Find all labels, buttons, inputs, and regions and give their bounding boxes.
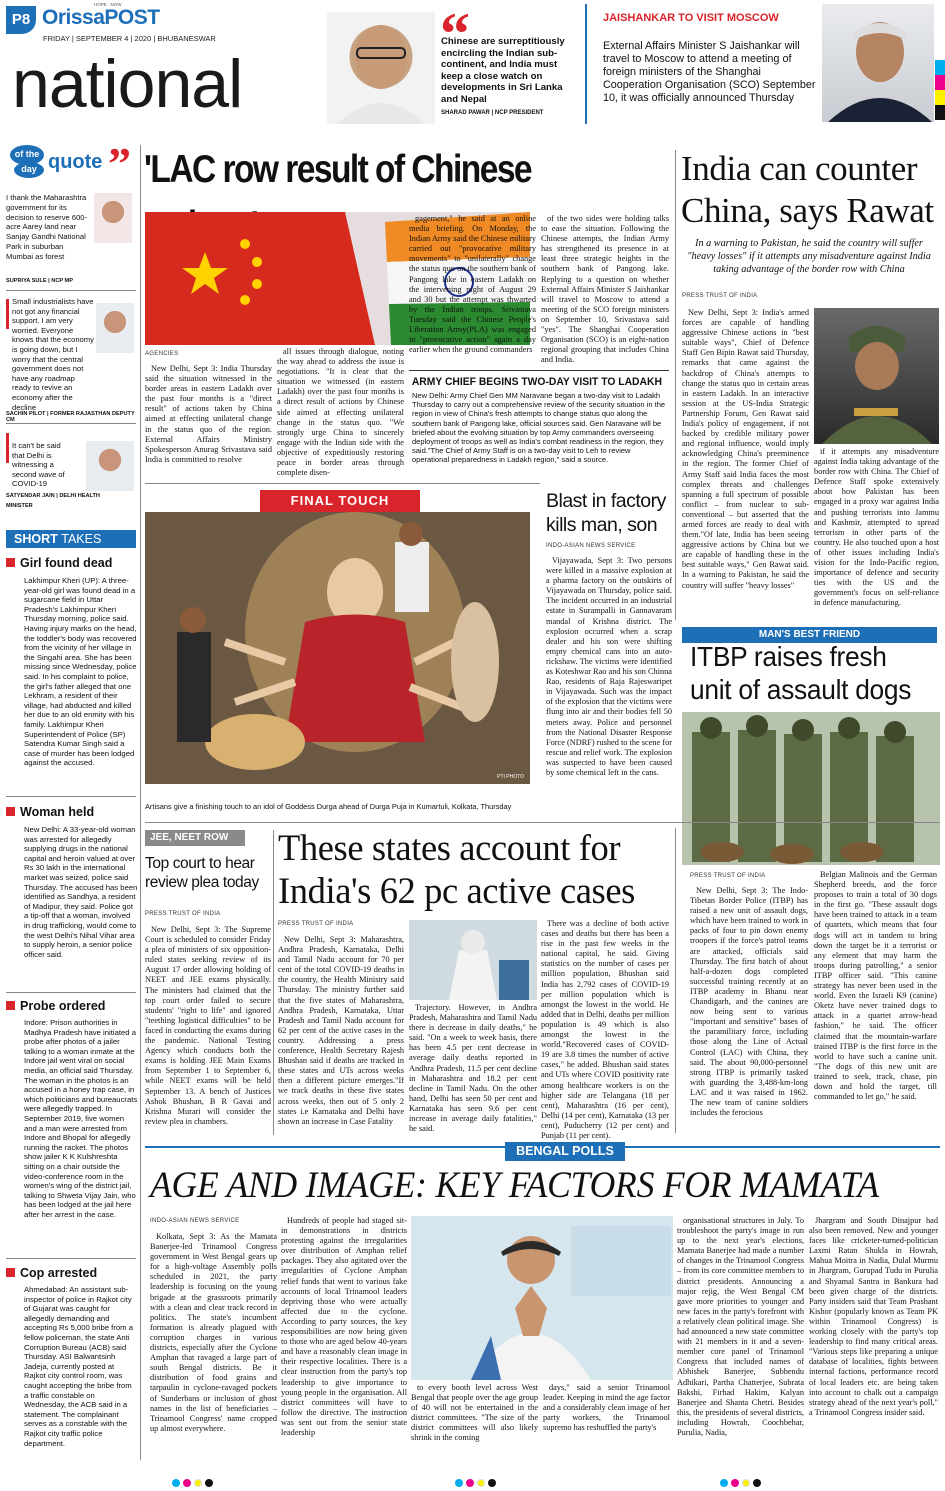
qotd-by-3: SATYENDAR JAIN | DELHI HEALTH MINISTER bbox=[6, 493, 100, 509]
health-worker-icon bbox=[409, 920, 537, 1000]
qotd-by-1: SUPRIYA SULE | NCP MP bbox=[6, 278, 73, 284]
qotd-bullet-2 bbox=[6, 433, 9, 463]
short-take-head-1 bbox=[6, 556, 112, 570]
rawat-credit: PRESS TRUST OF INDIA bbox=[682, 293, 758, 299]
page-number: P8 bbox=[6, 6, 36, 34]
jaishankar-photo bbox=[822, 4, 934, 122]
red-square-icon bbox=[6, 558, 15, 567]
states-photo bbox=[409, 920, 537, 1000]
mamata-portrait-icon bbox=[411, 1216, 673, 1380]
states-side-rule bbox=[675, 828, 676, 1133]
lac-col-1 bbox=[145, 364, 272, 474]
paper-tagline: HOPE . NOW bbox=[94, 2, 122, 7]
bengal-headline: AGE AND IMAGE: KEY FACTORS FOR MAMATA bbox=[150, 1165, 879, 1206]
qotd-text-1: I thank the Maharashtra government for its decision to reserve 600-acre Aarey land near Sanjay Gandhi National Park in suburban Mumbai as forest bbox=[6, 193, 88, 261]
qotd-label-a: of the bbox=[10, 145, 44, 165]
jee-credit: PRESS TRUST OF INDIA bbox=[145, 911, 221, 917]
short-takes-header bbox=[6, 530, 136, 548]
states-col-2-text: Trajectory. However, in Andhra Pradesh, Maharashtra and Tamil Nadu there is decrease in daily deaths," he said. "On a week to week basis, there has been 4.5 per cent decrease in average daily deaths reported in Andhra Pradesh, 11.5 per cent decline in Maharashtra and 18.2 per cent decline in Tamil Nadu. On the other hand, Delhi has seen 50 per cent and Karnataka has seen 9.6 per cent increase in average daily fatalities," he said. bbox=[409, 1003, 537, 1134]
jain-photo-icon bbox=[86, 441, 134, 491]
short-take-head-3 bbox=[6, 999, 105, 1013]
qotd-by-2: SACHIN PILOT | FORMER RAJASTHAN DEPUTY CM bbox=[6, 411, 135, 423]
army-chief-box bbox=[409, 370, 669, 476]
qotd-label-c: quote bbox=[48, 151, 103, 173]
jee-kicker: JEE, NEET ROW bbox=[145, 830, 245, 846]
blast-headline: Blast in factory kills man, son bbox=[546, 490, 666, 536]
cmyk-dots-2 bbox=[455, 1472, 499, 1491]
red-square-icon bbox=[6, 1001, 15, 1010]
bengal-col-1-text: Kolkata, Sept 3: As the Mamata Banerjee-led Trinamool Congress government in West Bengal gears up for a high-voltage Assembly polls scheduled in 2021, the party leadership is focusing on the young brigade at the grassroots primarily with a clean and clear track record in politics. The state's incumbent formation is already plagued with corruption charges in various districts, especially after the Cyclone Amphan that ravaged a large part of south Bengal districts. Be it distribution of food grains and tarpaulin in cyclone-ravaged pockets of Sunderbans or inclusion of ghost names in the list of beneficiaries – Trinamool Congress' name cropped up almost everywhere. bbox=[150, 1232, 277, 1433]
rawat-standfirst: In a warning to Pakistan, he said the country will suffer "heavy losses" if it attempts any misadventure against India taking advantage of the border row with China bbox=[687, 238, 931, 275]
section-title: national bbox=[12, 46, 243, 122]
qotd-text-3: It can't be said that Delhi is witnessing a second wave of COVID-19 bbox=[12, 441, 65, 489]
short-take-head-2 bbox=[6, 805, 94, 819]
cmyk-strip-right bbox=[935, 60, 945, 120]
pawar-attribution: SHARAD PAWAR | NCP PRESIDENT bbox=[441, 110, 544, 116]
blast-col bbox=[546, 556, 672, 818]
states-col-3-text: There was a decline of both active cases and deaths but there has been a rise in the past few weeks in the national capital, he said. Giving statistics on the number of cases per million population, Bhushan said India has 2,792 cases of COVID-19 per million population which is amongst the lowest in the world. He added that in Delhi, deaths per million population is 49 which is also amongst the lowest in the world."Recovered cases of COVID-19 are 3.8 times the number of active cases," he added. Bhushan said states and UTs where COVID positivity rate among healthcare workers is on the higher side are Telangana (18 per cent), Maharashtra (16 per cent), Delhi (14 per cent), Karnataka (13 per cent), Puducherry (12 per cent) and Punjab (11 per cent). bbox=[541, 919, 669, 1140]
durga-idol-icon bbox=[145, 512, 530, 784]
states-col-2 bbox=[409, 1003, 537, 1134]
jee-side-rule bbox=[273, 830, 274, 1135]
bengal-col-5 bbox=[677, 1216, 804, 1437]
jaishankar-title: JAISHANKAR TO VISIT MOSCOW bbox=[603, 12, 779, 24]
jee-col-text: New Delhi, Sept 3: The Supreme Court is scheduled to consider Friday a plea of ministers of six opposition-ruled states seeking review of its August 17 order allowing holding of NEET and JEE exams physically. The ministers had claimed that the top court order failed to secure students' "right to life" and ignored "teething logistical difficulties" to be faced in conducting the exams during the pandemic. National Testing Agency which conducts both the exams is holding JEE Main Exams from September 1 to September 6, while NEET exams will be held September 13. A bench of Justices Ashok Bhushan, B R Gavai and Krishna Murari will consider the review plea in chambers. bbox=[145, 925, 271, 1126]
bengal-kicker: BENGAL POLLS bbox=[505, 1142, 625, 1161]
supriya-photo-icon bbox=[94, 193, 132, 243]
qotd-rule-2 bbox=[6, 423, 136, 424]
bengal-col-4-text: days," said a senior Trinamool leader. Keeping in mind the age factor and a considerably clean image of her party workers, the Trinamool supremo has reshuffled the party's bbox=[543, 1383, 670, 1433]
short-take-rule-1 bbox=[6, 796, 136, 797]
registration-marks bbox=[0, 1470, 945, 1482]
qotd-quote-icon: ” bbox=[108, 138, 131, 189]
short-take-head-4-text: Cop arrested bbox=[20, 1266, 98, 1280]
durga-photo-credit: PTI PHOTO bbox=[497, 774, 524, 780]
lac-col-2-text: all issues through dialogue, noting the way ahead to address the issue is negotiations. "It is clear that the situation we witnessed (in eastern Ladakh) over the past four months is a direct result of actions by Chinese side aimed at effecting unilateral change in the status quo. "We strongly urge China to sincerely engage with the Indian side with the objective of expeditiously restoring peace in border areas through complete disen- bbox=[277, 347, 404, 478]
itbp-headline: ITBP raises fresh unit of assault dogs bbox=[690, 641, 912, 705]
army-chief-box-body: New Delhi: Army Chief Gen MM Naravane began a two-day visit to Ladakh Thursday to carry out a comprehensive review of the security situation in the region in view of China's fresh attempts to change status quo along the southern bank of Pangong lake, official sources said. Gen Naravane will be briefed about the evolving situation by top Army commanders overseeing deployment of troops as well as India's combat readiness in the region, they said."The Chief of Army Staff is on a two-day visit to Leh to review operational preparedness in Ladakh region," said a source. bbox=[412, 391, 666, 465]
final-touch-rule bbox=[145, 483, 540, 484]
bengal-col-3-text: to every booth level across West Bengal that people over the age group of 40 will not be entertained in the district committees. "The size of the district committees will also likely shrink in the coming bbox=[411, 1383, 538, 1443]
lac-col-2 bbox=[277, 347, 404, 478]
cmyk-dots-1 bbox=[172, 1472, 216, 1491]
left-column-rule bbox=[140, 145, 141, 1460]
bengal-col-1 bbox=[150, 1232, 277, 1432]
qotd-rule-1 bbox=[6, 290, 136, 291]
lac-col-3 bbox=[409, 214, 536, 367]
lac-headline: 'LAC row result of Chinese bbox=[144, 148, 532, 191]
short-take-body-3: Indore: Prison authorities in Madhya Pradesh have initiated a probe after photos of a jailer talking to a woman inmate at the Indore jail went viral on social media, an official said Thursday. The woman in the photos is an accused in a honey trap case, in which politicians and bureaucrats were allegedly trapped. In September 2019, five women and a man were arrested from Indore and Bhopal for allegedly running the racket. The photos show jailer K K Kulshreshta sitting on a chair outside the video-conference room in the women's wing of the district jail, talking to Shweta Vijay Jain, who has been lodged at the jail here after her arrest in the case. bbox=[24, 1018, 138, 1219]
itbp-col-1-text: New Delhi, Sept 3: The Indo-Tibetan Border Police (ITBP) has raised a new unit of assault dogs, which have been trained to work in packs of four to pin down enemy troopers if the force's patrol teams are attacked, officials said Thursday. The first batch of about half-a-dozen dogs completed successful training recently at an ITBP academy in Bhanu near Chandigarh, and the canines are now being sent to various "important and sensitive" bases of the paramilitary force, including those along the Line of Actual Control (LAC) with China, they said. The about 90,000-personnel strong ITBP is primarily tasked with guarding the 3,488-km-long LAC and it was raised in 1962. The new team of canine soldiers includes the ferocious bbox=[690, 886, 808, 1118]
masthead bbox=[6, 4, 326, 144]
short-take-head-4 bbox=[6, 1266, 97, 1280]
bengal-credit: INDO-ASIAN NEWS SERVICE bbox=[150, 1218, 240, 1224]
durga-photo bbox=[145, 512, 530, 784]
bengal-col-6-text: Jhargram and South Dinajpur had also been removed. New and younger faces like cricketer-turned-politician Laxmi Ratan Shukla in Howrah, Mahua Moitra in Nadia, Dulal Murmu in Jhargram, Gurupad Tudu in Purulia and Shyamal Santra in Bankura had been given charge of the districts. Party insiders said that Team Prashant Kishor (popularly known as Team PK within Trinamool Congress) is working closely with the party's top leadership to find many critical areas. "Various steps like preparing a unique database of localities, fights between internal factions, performance record of local leaders etc. are being taken into account to chalk out a campaign strategy ahead of the next year's poll," a Trinamool Congress insider said. bbox=[809, 1216, 938, 1417]
rawat-photo bbox=[814, 308, 939, 444]
bengal-col-4 bbox=[543, 1383, 670, 1433]
rawat-rule bbox=[675, 150, 676, 620]
durga-caption: Artisans give a finishing touch to an idol of Goddess Durga ahead of Durga Puja in Kumartuli, Kolkata, Thursday bbox=[145, 802, 512, 811]
jaishankar-body: External Affairs Minister S Jaishankar will travel to Moscow to attend a meeting of foreign ministers of the Shanghai Cooperation Organisation (SCO) September 10, it was officially announced Thursday bbox=[603, 40, 816, 104]
paper-name bbox=[42, 6, 160, 30]
bengal-col-6 bbox=[809, 1216, 938, 1432]
bengal-col-3 bbox=[411, 1383, 538, 1443]
mamata-photo bbox=[411, 1216, 673, 1380]
itbp-kicker: MAN'S BEST FRIEND bbox=[682, 627, 937, 643]
states-col-1 bbox=[278, 935, 404, 1131]
rawat-headline: India can counter China, says Rawat bbox=[681, 149, 934, 230]
final-touch-label: FINAL TOUCH bbox=[260, 490, 420, 512]
red-square-icon bbox=[6, 1268, 15, 1277]
bengal-col-2-text: Hundreds of people had staged sit-in demonstrations in districts protesting against the irregularities over distribution of Amphan relief packages. They also agitated over the irregularities of Cyclone Amphan relief funds that went to various fake accounts of local Trinamool leaders depriving those who were actually affected due to the cyclone. According to party sources, the key responsibilities are now being given to those who are aged below 40-years and have a reasonably clean image in their respective localities. There is a clear instruction from the party's top leadership to give importance to young people in the organisation. All district committees will have to follow the directive. The instruction was sent out from the senior state leadership bbox=[281, 1216, 407, 1437]
short-take-head-3-text: Probe ordered bbox=[20, 999, 106, 1013]
short-take-body-2: New Delhi: A 33-year-old woman was arrested for allegedly supplying drugs in the national capital and heroin valued at over Rs 30 lakh in the international market was seized, police said Thursday. The accused has been identified as Sandhya, a resident of Madipur, they said. Police got a tip-off that a woman, involved in drug trafficking, would come to the west Delhi's Nihal Vihar area to supply heroin, a senior police officer said. bbox=[24, 825, 138, 959]
short-take-rule-3 bbox=[6, 1258, 136, 1259]
lac-col-3-text: gagement," he said at an online media briefing. On Monday, the Indian Army said the Chinese military carried out "provocative military movements" to "unilaterally" change the status quo on the southern bank of Pangong lake in eastern Ladakh on the intervening night of August 29 and 30 but the attempt was thwarted by the Indian troops. Srivastava Tuesday said the Chinese People's Liberation Army(PLA) was engaged in "provocative action" again a day earlier when the ground commanders bbox=[409, 214, 536, 355]
states-col-1-text: New Delhi, Sept 3: Maharashtra, Andhra Pradesh, Karnataka, Delhi and Tamil Nadu account for 70 per cent of the total COVID-19 deaths in the country, the Health Ministry said Thursday. The ministry further said that the five states of Maharashtra, Andhra Pradesh, Karnataka, Uttar Pradesh and Tamil Nadu account for 62 per cent of the active cases in the country. Addressing a press conference, Health Secretary Rajesh Bhushan said if deaths are tracked in these states and UTs across weeks then a different picture emerges."If we track deaths in these five states across weeks, then out of 5 only 2 states i.e Karnataka and Delhi have shown an increase in Case Fatality bbox=[278, 935, 404, 1126]
blast-col-text: Vijayawada, Sept 3: Two persons were killed in a massive explosion at a pharma factory on the outskirts of Vijayawada on Thursday, police said. The incident occurred in an industrial estate in Surampalli in Gannavaram mandal of Krishna district. The explosion occurred when a scrap dealer and his son were shifting empty chemical cans into an auto-rickshaw. The victims were identified as Koteshwar Rao and his son Chinna Rao, residents of Raja Rajeswaripet in Vijayawada. Such was the impact of the explosion that the victims were flung into air and their bodies fell 50 meters away. Police and personnel from the National Disaster Response Force (NDRF) rushed to the scene for rescue and relief work. The explosion was suspected to have been caused by some chemical left in the cans. bbox=[546, 556, 672, 777]
short-takes-a: SHORT bbox=[14, 532, 62, 546]
states-headline: These states account for India's 62 pc active cases bbox=[278, 827, 635, 911]
dateline: FRIDAY | SEPTEMBER 4 | 2020 | BHUBANESWAR bbox=[43, 34, 216, 43]
jee-top-rule bbox=[145, 822, 940, 823]
top-divider bbox=[585, 4, 587, 124]
quote-of-day-badge bbox=[10, 138, 136, 189]
army-chief-box-title: ARMY CHIEF BEGINS TWO-DAY VISIT TO LADAKH bbox=[411, 376, 662, 388]
rawat-col-1-text: New Delhi, Sept 3: India's armed forces are capable of handling aggressive Chinese actions in "best suitable ways", Chief of Defence Staff Gen Bipin Rawat said Thursday, remarks that came against the backdrop of China's attempts to change the status quo in certain areas in eastern Ladakh. In an interactive session at the US-India Strategic Partnership Forum, Gen Rawat said India's policy of engagement, if not backed by credible military power and regional influence, would imply acknowledging China's preeminence in the region. The former Chief of Army Staff said India faces the most complex threats and challenges spanning a full spectrum of possible conflict – from nuclear to sub-conventional – but asserted that the armed forces are ready to deal with them."Of late, India has been seeing aggressive actions by China but we are capable of handling these in the best suitable ways," Gen Rawat said. In a warning to Pakistan, he said the country will suffer "heavy losses" bbox=[682, 308, 809, 590]
itbp-col-1 bbox=[690, 886, 808, 1140]
itbp-col-2-text: Belgian Malinois and the German Shepherd breeds, and the force proposes to train a total of 30 dogs in the first go. "These assault dogs have been trained to attack in a team of quartets, which means that four dogs will act in tandem to bring down the target be it a terrorist or any element that may harm the troops during patrolling," a senior ITBP officer said. "This canine strategy has never been used in the world. Even the Israeli K9 (canine) Oketz have never trained dogs to attack in a quartet arrow-head fashion," he said. The officer claimed that the mountain-warfare trained ITBP is the first force in the world to have such a canine unit. "The dogs of this new unit are trained to seek, track, chase, pin down and hold the target, till commanded to let go," he said. bbox=[814, 870, 937, 1102]
itbp-photo bbox=[682, 712, 940, 865]
qotd-label-b: day bbox=[14, 162, 44, 178]
pawar-photo bbox=[327, 12, 435, 124]
lac-credit: AGENCIES bbox=[145, 351, 179, 357]
jee-headline: Top court to hear review plea today bbox=[145, 855, 259, 891]
itbp-soldiers-dogs-icon bbox=[682, 712, 940, 865]
short-takes-b: TAKES bbox=[61, 532, 102, 546]
rawat-col-1 bbox=[682, 308, 809, 611]
pawar-quote: Chinese are surreptitiously encircling the Indian sub-continent, and India must keep a close watch on developments in Sri Lanka and Nepal bbox=[441, 36, 565, 105]
jaishankar-portrait-icon bbox=[822, 4, 934, 122]
rawat-col-2 bbox=[814, 447, 939, 611]
itbp-col-2 bbox=[814, 870, 937, 1140]
short-take-body-1: Lakhimpur Kheri (UP): A three-year-old girl was found dead in a sugarcane field in Uttar Pradesh's Lakhimpur Kheri Thursday morning, police said. Having injury marks on the head, the toddler's body was recovered from the vicinity of her village in the Singahi area. She has been missing since Wednesday, police said. In his complaint to police, the girl's father alleged that one Lekhram, a resident of their village, had abducted and killed her due to an old enmity with his family. Lakhimpur Kheri Superintendent of Police (SP) Satendra Kumar Singh said a case of murder has been lodged against the accused. bbox=[24, 576, 137, 768]
lac-col-1-text: New Delhi, Sept 3: India Thursday said the situation witnessed in the border areas in eastern Ladakh over the past four months is a "direct result" of actions taken by China aimed at effecting unilateral change in the status quo of the region. External Affairs Ministry Spokesperson Anurag Srivastava said India is committed to resolve bbox=[145, 364, 272, 464]
short-takes-list bbox=[6, 556, 138, 1456]
blast-credit: INDO-ASIAN NEWS SERVICE bbox=[546, 543, 636, 549]
pilot-photo-icon bbox=[96, 303, 134, 353]
short-take-body-4: Ahmedabad: An assistant sub-inspector of police in Rajkot city of Gujarat was caught for allegedly demanding and accepting Rs 5,000 bribe from a fellow policeman, the state Anti Corruption Bureau (ACB) said Thursday. ASI Balwantsinh Jadeja, currently posted at Rajkot city control room, was caught accepting the bribe from a traffic constable on Wednesday, the ACB said in a statement. The complainant serves as a constable with the Rajkot city traffic police department. bbox=[24, 1285, 133, 1448]
short-take-rule-2 bbox=[6, 992, 136, 993]
jee-col bbox=[145, 925, 271, 1133]
qotd-text-2: Small industrialists have not got any financial support. I am very worried. Everyone knows that the economy is going down, but I worry that the central government does not have any roadmap ready to revive an economy after the decline bbox=[12, 297, 94, 412]
rawat-portrait-icon bbox=[814, 308, 939, 444]
itbp-credit: PRESS TRUST OF INDIA bbox=[690, 873, 766, 879]
bengal-col-5-text: organisational structures in July. To troubleshoot the party's image in run up to the next year's elections, Mamata Banerjee had made a number of changes in the Trinamool Congress – from its core committee members to district presidents. Announcing a major rejig, the West Bengal CM gave more priorities to younger and new faces in the party's forefront with a relatively clean political image. She had announced a new state committee with 21 members in it and a seven-member core panel of Trinamool Congress that included names of Abhishek Banerjee, Subhendu Adhikari, Partha Chatterjee, Subrata Bakshi, Firhad Hakim, Kalyan Banerjee and Shanta Chetri. Besides this, the presidents of several districts, including Howrah, Coochbehar, Purulia, Nadia, bbox=[677, 1216, 804, 1437]
rawat-col-2-text: if it attempts any misadventure against India taking advantage of the border row with China. The Chief of Defence Staff spoke extensively about how Pakistan has been engaged in a proxy war against India and pushing terrorists into Jammu and Kashmir, attempted to spread terrorism in other parts of the country. He also touched upon a host of other issues including India's vision for the Indo-Pacific region, importance of defence and security ties with the US and the government's focus on self-reliance in defence manufacturing. bbox=[814, 447, 939, 608]
lac-col-4 bbox=[541, 214, 669, 367]
lac-col-4-text: of the two sides were holding talks to ease the situation. Following the Chinese attempts, the Indian Army has strengthened its presence in at least three strategic heights in the southern bank of Pangong lake. Replying to a question on whether External Affairs Minister S Jaishankar will travel to Moscow to attend a meeting of the SCO foreign ministers on September 10, Srivastava said "yes". The Shanghai Cooperation Organisation (SCO) is an eight-nation regional grouping that includes China and India. bbox=[541, 214, 669, 365]
paper-name-b: POST bbox=[104, 6, 160, 29]
states-col-3 bbox=[541, 919, 669, 1140]
paper-name-a: Orissa bbox=[42, 6, 105, 29]
short-take-head-2-text: Woman held bbox=[20, 805, 95, 819]
bengal-col-2 bbox=[281, 1216, 407, 1437]
quote-mark-icon: “ bbox=[440, 1, 470, 67]
red-square-icon bbox=[6, 807, 15, 816]
qotd-bullet-1 bbox=[6, 299, 9, 329]
states-credit: PRESS TRUST OF INDIA bbox=[278, 921, 354, 927]
short-take-head-1-text: Girl found dead bbox=[20, 556, 113, 570]
quote-of-day-panel bbox=[6, 138, 140, 523]
pawar-portrait-icon bbox=[327, 12, 435, 124]
cmyk-dots-3 bbox=[720, 1472, 764, 1491]
